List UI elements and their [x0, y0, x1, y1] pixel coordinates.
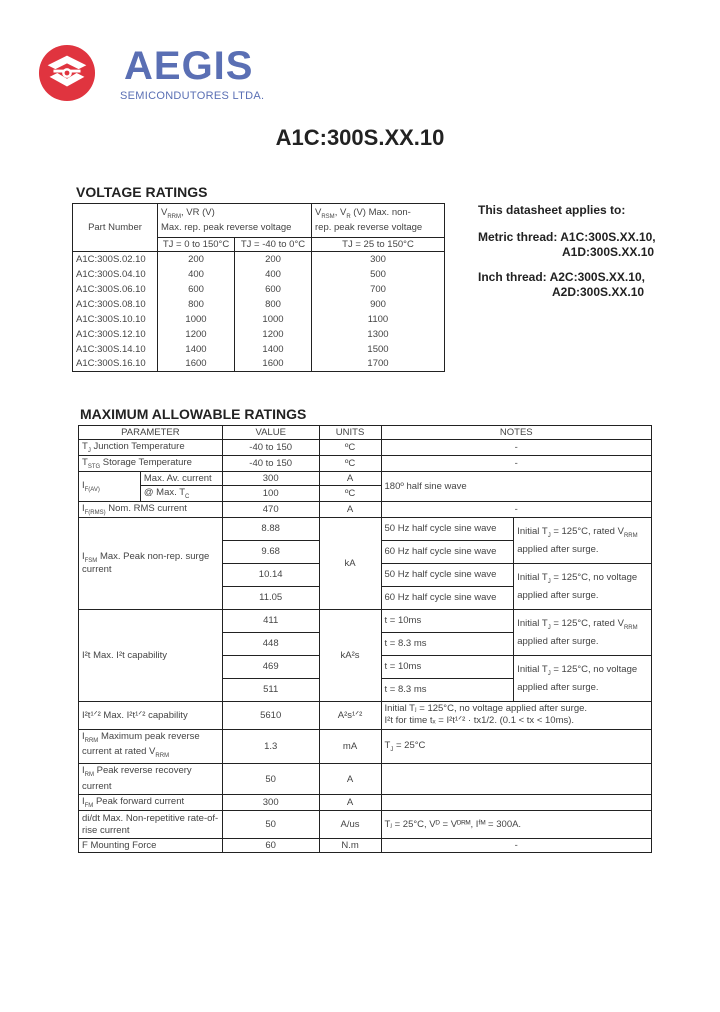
table-row: A1C:300S.16.10 1600 1600 1700: [73, 357, 445, 372]
table-row: $I_{FM}$ Peak forward current 300 A: [79, 795, 652, 811]
table-row: I²t Max. I²t capability 411 kA²s t = 10ms Initial $T_J = 125^\circ C$, rated $V_{RRM}$ applied after surge.: [79, 609, 652, 632]
header-temp-range-2: TJ = -40 to 0°C: [235, 238, 312, 252]
table-row: 10.14 50 Hz half cycle sine wave Initial $T_J = 125^\circ C$, no voltage applied after surge.: [79, 563, 652, 586]
max-ratings-title: MAXIMUM ALLOWABLE RATINGS: [80, 406, 307, 422]
table-row: $T_J$ Junction Temperature -40 to 150 ºC -: [79, 440, 652, 456]
max-ratings-table: [78, 425, 652, 853]
aegis-logo-icon: [38, 44, 96, 102]
table-row: 448 t = 8.3 ms: [79, 632, 652, 655]
applies-title: This datasheet applies to:: [478, 203, 626, 217]
header-parameter: PARAMETER: [79, 426, 223, 440]
table-row: A1C:300S.06.10 600 600 700: [73, 282, 445, 297]
header-value: VALUE: [222, 426, 319, 440]
header-temp-range-1: TJ = 0 to 150°C: [158, 238, 235, 252]
voltage-ratings-table: [72, 203, 445, 372]
table-row: A1C:300S.04.10 400 400 500: [73, 267, 445, 282]
metric-thread: Metric thread: A1C:300S.XX.10, A1D:300S.XX.10: [478, 230, 656, 259]
table-row: $I_{F(AV)}$ Max. Av. current 300 A 180º half sine wave: [79, 471, 652, 485]
table-row: $T_{STG}$ Storage Temperature -40 to 150 ºC -: [79, 455, 652, 471]
header-vrsm: $V_{RSM}$, $V_R$ (V) Max. non- rep. peak reverse voltage: [312, 204, 445, 238]
header-vrrm: $V_{RRM}$, VR (V) Max. rep. peak reverse voltage: [158, 204, 312, 238]
table-row: A1C:300S.14.10 1400 1400 1500: [73, 342, 445, 357]
table-row: A1C:300S.12.10 1200 1200 1300: [73, 327, 445, 342]
brand-subtitle: SEMICONDUTORES LTDA.: [120, 90, 265, 102]
document-title: A1C:300S.XX.10: [275, 125, 445, 150]
table-row: A1C:300S.10.10 1000 1000 1100: [73, 312, 445, 327]
table-row: A1C:300S.02.10 200 200 300: [73, 252, 445, 267]
header-notes: NOTES: [381, 426, 651, 440]
inch-thread: Inch thread: A2C:300S.XX.10, A2D:300S.XX.10: [478, 270, 645, 299]
table-row: I²t¹ᐟ² Max. I²t¹ᐟ² capability 5610 A²s¹ᐟ² Initial Tⱼ = 125°C, no voltage applied after surge. I²t for time tₓ = I²t¹ᐟ² · tx1/2. (0.1 < tx < 10ms).: [79, 701, 652, 729]
brand-name: AEGIS: [124, 44, 254, 88]
table-row: $I_{FSM}$ Max. Peak non-rep. surge current 8.88 kA 50 Hz half cycle sine wave Initial $T_J = 125^\circ C$, rated $V_{RRM}$ applied after surge.: [79, 517, 652, 540]
header-units: UNITS: [319, 426, 381, 440]
header-part-number: Part Number: [73, 204, 158, 252]
voltage-ratings-title: VOLTAGE RATINGS: [76, 184, 208, 200]
table-row: 9.68 60 Hz half cycle sine wave: [79, 540, 652, 563]
table-row: A1C:300S.08.10 800 800 900: [73, 297, 445, 312]
table-row: $I_{RM}$ Peak reverse recovery current 50 A: [79, 764, 652, 795]
table-row: F Mounting Force 60 N.m -: [79, 839, 652, 853]
header-temp-range-3: TJ = 25 to 150°C: [312, 238, 445, 252]
table-row: $I_{RRM}$ Maximum peak reverse current at rated $V_{RRM}$ 1.3 mA $T_J = 25^\circ C$: [79, 729, 652, 764]
table-row: @ Max. $T_C$ 100 ºC: [79, 485, 652, 501]
table-row: 11.05 60 Hz half cycle sine wave: [79, 586, 652, 609]
table-row: $I_{F(RMS)}$ Nom. RMS current 470 A -: [79, 501, 652, 517]
table-row: di/dt Max. Non-repetitive rate-of-rise current 50 A/us Tⱼ = 25°C, Vᴰ = Vᴰᴿᴹ, Iᶠᴹ = 300A.: [79, 811, 652, 839]
table-row: 511 t = 8.3 ms: [79, 678, 652, 701]
table-row: 469 t = 10ms Initial $T_J = 125^\circ C$, no voltage applied after surge.: [79, 655, 652, 678]
